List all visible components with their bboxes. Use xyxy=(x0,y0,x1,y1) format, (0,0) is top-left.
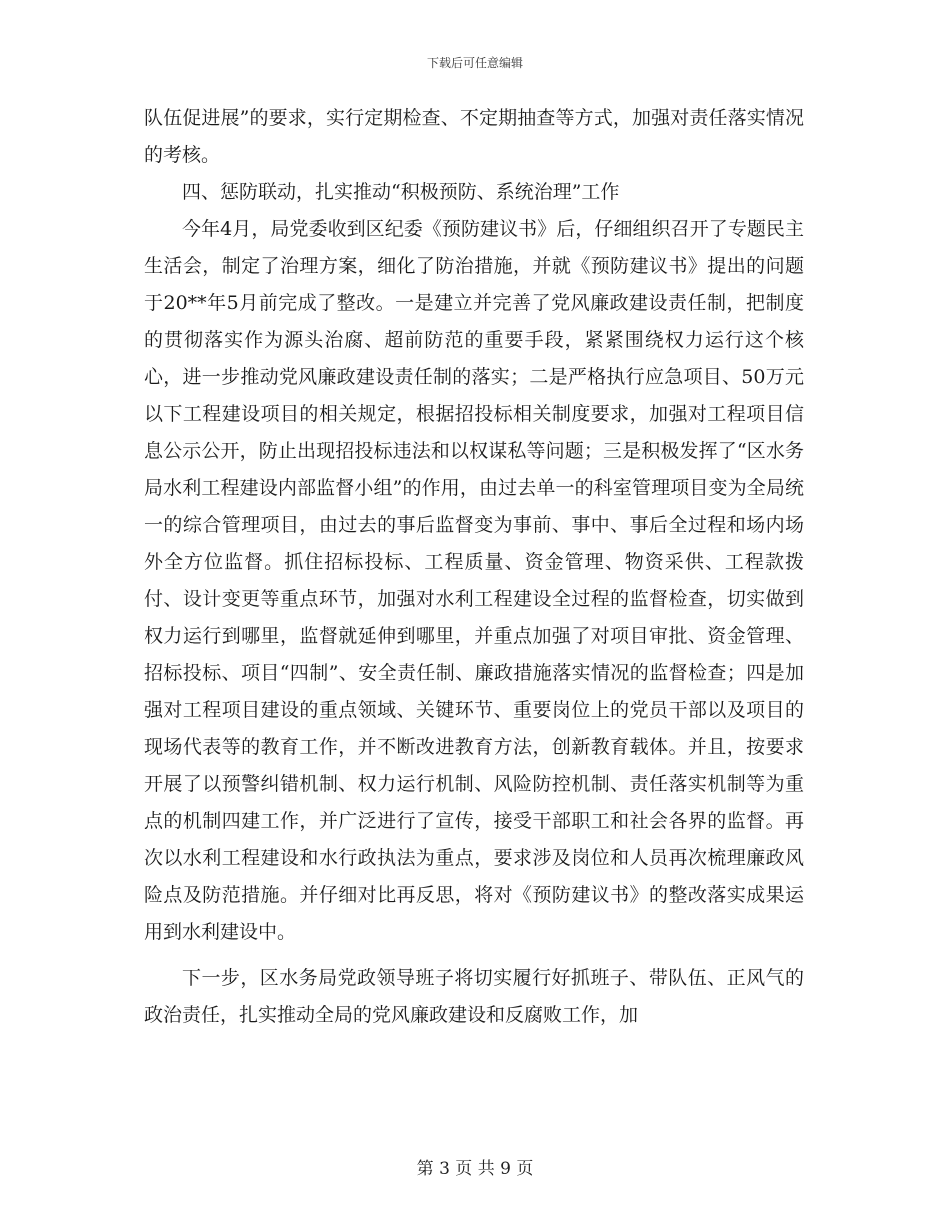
page-header-note: 下载后可任意编辑 xyxy=(426,56,523,70)
section-heading: 四、惩防联动，扎实推动“积极预防、系统治理”工作 xyxy=(182,181,620,203)
paragraph-next-step: 下一步，区水务局党政领导班子将切实履行好抓班子、带队伍、正风气的政治责任，扎实推动全局的党风廉政建设和反腐败工作，加 xyxy=(144,967,804,1026)
paragraph-body: 今年4月，局党委收到区纪委《预防建议书》后，仔细组织召开了专题民主生活会，制定了治理方案，细化了防治措施，并就《预防建议书》提出的问题于20**年5月前完成了整改。一是建立并完善了党风廉政建设责任制，把制度的贯彻落实作为源头治腐、超前防范的重要手段，紧紧围绕权力运行这个核心，进一步推动党风廉政建设责任制的落实；二是严格执行应急项目、50万元以下工程建设项目的相关规定，根据招投标相关制度要求，加强对工程项目信息公示公开，防止出现招投标违法和以权谋私等问题；三是积极发挥了“区水务局水利工程建设内部监督小组”的作用，由过去单一的科室管理项目变为全局统一的综合管理项目，由过去的事后监督变为事前、事中、事后全过程和场内场外全方位监督。抓住招标投标、工程质量、资金管理、物资采供、工程款拨付、设计变更等重点环节，加强对水利工程建设全过程的监督检查，切实做到权力运行到哪里，监督就延伸到哪里，并重点加强了对项目审批、资金管理、招标投标、项目“四制”、安全责任制、廉政措施落实情况的监督检查；四是加强对工程项目建设的重点领域、关键环节、重要岗位上的党员干部以及项目的现场代表等的教育工作，并不断改进教育方法，创新教育载体。并且，按要求开展了以预警纠错机制、权力运行机制、风险防控机制、责任落实机制等为重点的机制四建工作，并广泛进行了宣传，接受干部职工和社会各界的监督。再次以水利工程建设和水行政执法为重点，要求涉及岗位和人员再次梳理廉政风险点及防范措施。并仔细对比再反思，将对《预防建议书》的整改落实成果运用到水利建设中。 xyxy=(144,218,804,943)
page-number: 第 3 页 共 9 页 xyxy=(416,1159,534,1179)
document-body xyxy=(144,100,804,1034)
paragraph-continuation: 队伍促进展”的要求，实行定期检查、不定期抽查等方式，加强对责任落实情况的考核。 xyxy=(144,107,804,166)
